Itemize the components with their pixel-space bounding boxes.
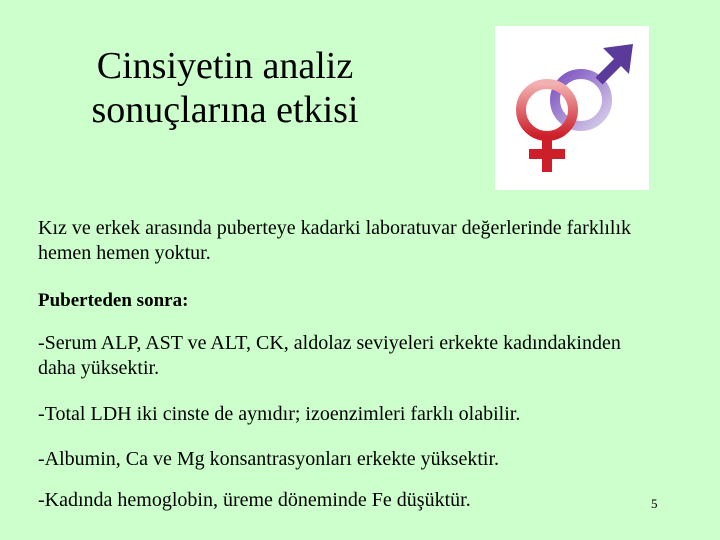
gender-symbols-icon [495,26,649,190]
bullet-enzymes: -Serum ALP, AST ve ALT, CK, aldolaz seviyeleri erkekte kadındakinden daha yüksektir. [38,332,621,379]
slide-title: Cinsiyetin analiz sonuçlarına etkisi [91,45,359,131]
bullet-hemoglobin: -Kadında hemoglobin, üreme döneminde Fe düşüktür. [38,489,471,511]
bullet-ldh: -Total LDH iki cinste de aynıdır; izoenzimleri farklı olabilir. [38,403,521,425]
paragraph-heading: Puberteden sonra: [38,290,189,311]
bullet-albumin: -Albumin, Ca ve Mg konsantrasyonları erkekte yüksektir. [38,448,500,470]
paragraph-intro: Kız ve erkek arasında puberteye kadarki laboratuvar değerlerinde farklılık hemen hemen yoktur. [38,217,632,264]
page-number: 5 [651,496,658,511]
gender-symbols-image [495,26,649,190]
